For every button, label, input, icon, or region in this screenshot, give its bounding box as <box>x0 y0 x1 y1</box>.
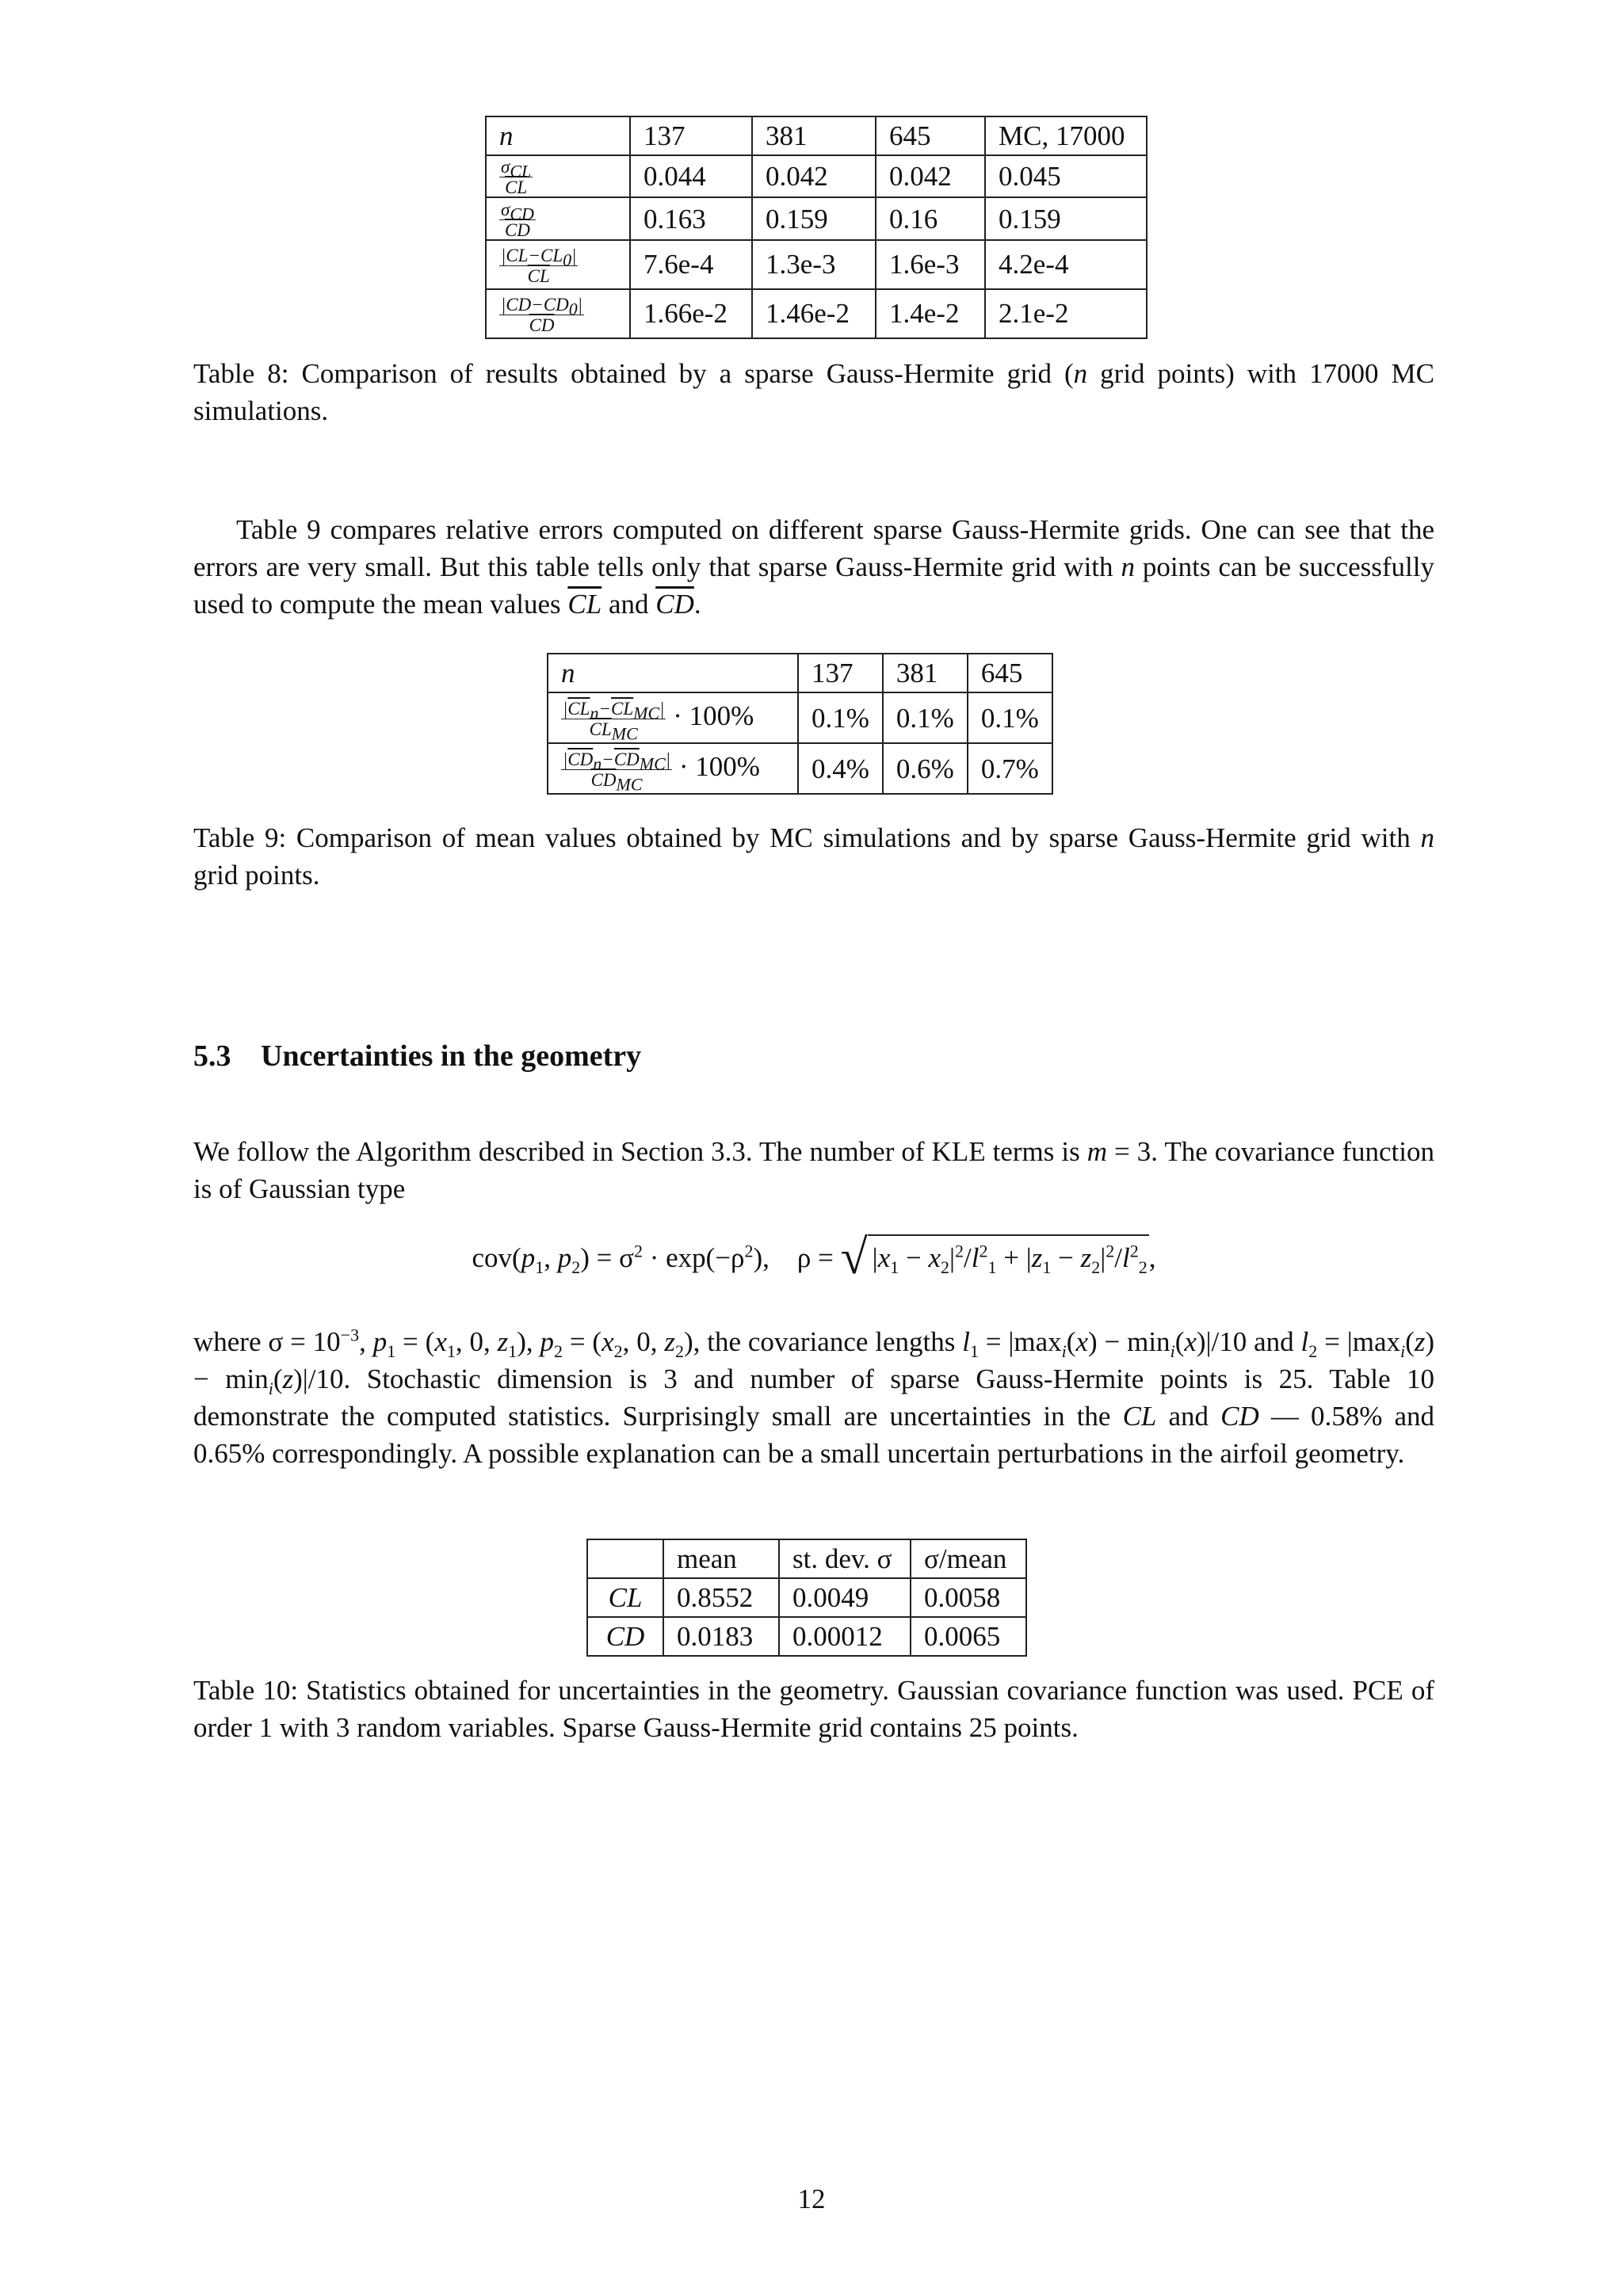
table-cell: 0.042 <box>876 155 985 197</box>
section-title: Uncertainties in the geometry <box>261 1039 642 1073</box>
table-cell: 381 <box>883 654 968 692</box>
table-cell: 0.044 <box>630 155 752 197</box>
table-cell: mean <box>663 1539 779 1578</box>
table-cell: 0.1% <box>968 692 1052 743</box>
table-cell: 1.46e-2 <box>752 289 876 338</box>
table-row <box>587 1578 1026 1617</box>
row-label: $\frac{|\overline{CD}_n-\overline{CD}_{MC}|}{\overline{CD}_{MC}}$ · 100% <box>548 743 798 794</box>
table-10-caption: Table 10: Statistics obtained for uncertainties in the geometry. Gaussian covariance function was used. PCE of order 1 with 3 random variables. Sparse Gauss-Hermite grid contains 25 points. <box>193 1675 1434 1743</box>
table-cell: 0.163 <box>630 197 752 239</box>
row-label: $\frac{|CD-CD_0|}{CD}$ <box>486 289 630 338</box>
table-cell: 7.6e-4 <box>630 240 752 289</box>
table-cell: 0.1% <box>883 692 968 743</box>
table-cell: 137 <box>798 654 883 692</box>
paragraph: We follow the Algorithm described in Section 3.3. The number of KLE terms is m = 3. The covariance function is of Gaussian type <box>193 1136 1434 1204</box>
table-cell: 137 <box>630 116 752 155</box>
table-cell: MC, 17000 <box>985 116 1147 155</box>
table-cell: n <box>548 654 798 692</box>
table-cell: 645 <box>876 116 985 155</box>
table-cell: σ/mean <box>911 1539 1026 1578</box>
table-cell: 0.045 <box>985 155 1147 197</box>
table-row <box>486 155 1147 197</box>
table-cell: CL <box>587 1578 663 1617</box>
covariance-equation: $cov(p_1$, $p_2) = \sigma^2 \cdot \exp(-\rho^2)$, ρ = √ $|x_1 - x_2|^2/l^2_1 + |z_1 - z_2|^2/l^2_2$, <box>472 1230 1156 1284</box>
table-cell: 0.7% <box>968 743 1052 794</box>
table-cell: 0.00012 <box>779 1617 911 1656</box>
table-cell: 2.1e-2 <box>985 289 1147 338</box>
table-cell: 0.16 <box>876 197 985 239</box>
table-cell: 0.0183 <box>663 1617 779 1656</box>
table-row <box>486 116 1147 155</box>
table-row <box>548 692 1052 743</box>
table-cell: 1.66e-2 <box>630 289 752 338</box>
table-cell: 0.159 <box>752 197 876 239</box>
table-row <box>486 197 1147 239</box>
table-cell: 0.0049 <box>779 1578 911 1617</box>
table-cell: 0.0058 <box>911 1578 1026 1617</box>
table-cell: 0.159 <box>985 197 1147 239</box>
table-9 <box>547 653 1053 795</box>
table-cell: 0.042 <box>752 155 876 197</box>
table-cell: n <box>486 116 630 155</box>
table-row <box>548 654 1052 692</box>
paragraph: Table 9 compares relative errors computed on different sparse Gauss-Hermite grids. One can see that the errors are very small. But this table tells only that sparse Gauss-Hermite grid with n points can be successfully used to compute the mean values $\overline{CL}$ and $\overline{CD}$. <box>193 514 1434 620</box>
table-row <box>548 743 1052 794</box>
table-cell: 0.4% <box>798 743 883 794</box>
table-cell: 1.6e-3 <box>876 240 985 289</box>
table-cell <box>587 1539 663 1578</box>
table-cell: st. dev. σ <box>779 1539 911 1578</box>
table-cell: 0.8552 <box>663 1578 779 1617</box>
table-cell: 0.0065 <box>911 1617 1026 1656</box>
table-cell: CD <box>587 1617 663 1656</box>
table-8 <box>485 116 1148 339</box>
section-heading <box>193 1038 641 1075</box>
percent-factor: · 100% <box>678 751 760 783</box>
table-10 <box>586 1539 1027 1657</box>
row-label: $\frac{\sigma_{CL}}{CL}$ <box>486 155 630 197</box>
table-cell: 0.6% <box>883 743 968 794</box>
page-number: 12 <box>797 2183 826 2214</box>
table-cell: 0.1% <box>798 692 883 743</box>
table-row <box>486 240 1147 289</box>
table-cell: 1.3e-3 <box>752 240 876 289</box>
table-cell: 1.4e-2 <box>876 289 985 338</box>
table-cell: 381 <box>752 116 876 155</box>
table-cell: 4.2e-4 <box>985 240 1147 289</box>
table-9-caption: Table 9: Comparison of mean values obtained by MC simulations and by sparse Gauss-Hermite grid with n grid points. <box>193 822 1434 891</box>
table-8-caption: Table 8: Comparison of results obtained by a sparse Gauss-Hermite grid (n grid points) with 17000 MC simulations. <box>193 358 1435 426</box>
row-label: $\frac{|\overline{CL}_n-\overline{CL}_{MC}|}{\overline{CL}_{MC}}$ · 100% <box>548 692 798 743</box>
table-row <box>486 289 1147 338</box>
section-number: 5.3 <box>193 1039 231 1073</box>
percent-factor: · 100% <box>673 700 754 732</box>
row-label: $\frac{\sigma_{CD}}{CD}$ <box>486 197 630 239</box>
table-cell: 645 <box>968 654 1052 692</box>
paragraph: where $\sigma = 10^{-3}$, $p_1 = (x_1$, 0, $z_1$), $p_2 = (x_2$, 0, $z_2$), the covariance lengths $l_1 = |\max_i(x) - \min_i(x)|/10$ and $l_2 = |\max_i(z) - \min_i(z)|/10$. Stochastic dimension is 3 and number of sparse Gauss-Hermite points is 25. Table 10 demonstrate the computed statistics. Surprisingly small are uncertainties in the CL and CD — 0.58% and 0.65% correspondingly. A possible explanation can be a small uncertain perturbations in the airfoil geometry. <box>193 1325 1435 1469</box>
row-label: $\frac{|CL-CL_0|}{CL}$ <box>486 240 630 289</box>
table-row <box>587 1617 1026 1656</box>
table-row <box>587 1539 1026 1578</box>
